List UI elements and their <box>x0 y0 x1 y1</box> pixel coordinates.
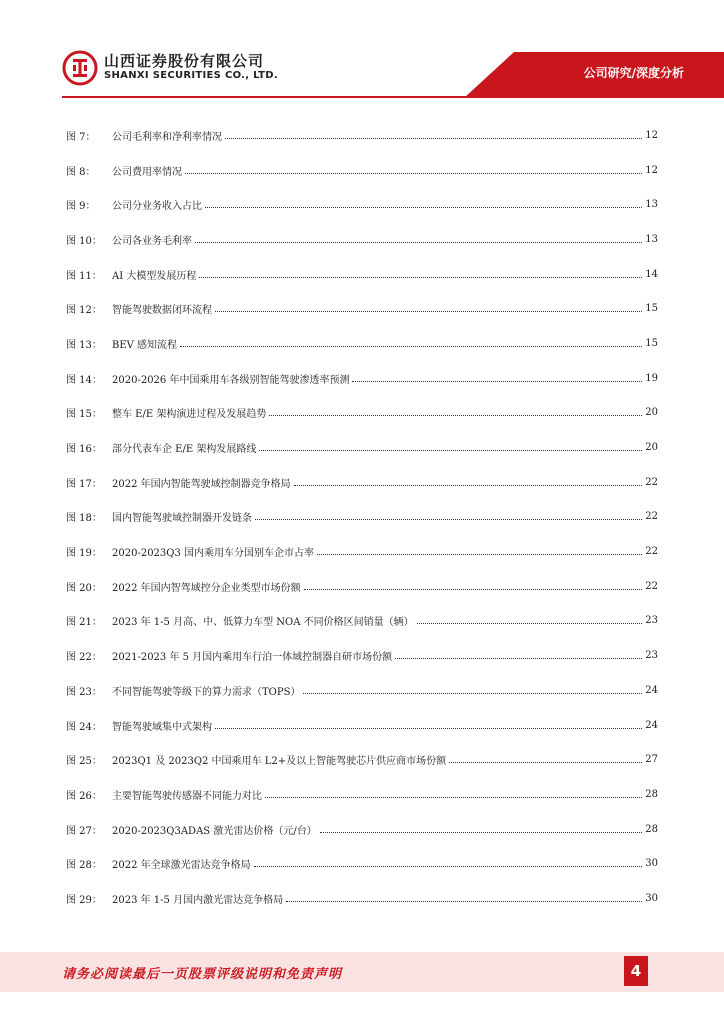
toc-figure-title: 智能驾驶域集中式架构 <box>112 721 212 733</box>
toc-dot-leader <box>255 519 642 520</box>
toc-dot-leader <box>254 866 643 867</box>
toc-dot-leader <box>449 762 642 763</box>
toc-dot-leader <box>320 832 643 833</box>
toc-figure-number: 图 21： <box>66 617 102 629</box>
toc-dot-leader <box>215 728 642 729</box>
toc-entry[interactable] <box>66 812 658 847</box>
toc-figure-title: 整车 E/E 架构演进过程及发展趋势 <box>112 409 267 421</box>
toc-figure-title: 2023Q1 及 2023Q2 中国乘用车 L2+及以上智能驾驶芯片供应商市场份额 <box>112 756 447 768</box>
toc-figure-number: 图 24： <box>66 721 102 733</box>
toc-figure-title: BEV 感知流程 <box>112 339 178 351</box>
company-name-cn: 山西证券股份有限公司 <box>104 52 265 70</box>
toc-page-number: 28 <box>645 788 658 800</box>
toc-entry[interactable] <box>66 534 658 569</box>
toc-entry[interactable] <box>66 708 658 743</box>
shanxi-securities-logo-icon <box>62 50 98 86</box>
toc-entry[interactable] <box>66 465 658 500</box>
toc-entry[interactable] <box>66 291 658 326</box>
toc-page-number: 23 <box>645 650 658 662</box>
toc-figure-number: 图 16： <box>66 444 102 456</box>
toc-page-number: 24 <box>645 684 658 696</box>
toc-figure-number: 图 29： <box>66 894 102 906</box>
toc-figure-number: 图 14： <box>66 374 102 386</box>
toc-dot-leader <box>269 415 642 416</box>
toc-page-number: 13 <box>645 233 658 245</box>
toc-entry[interactable] <box>66 187 658 222</box>
toc-figure-number: 图 26： <box>66 790 102 802</box>
toc-figure-title: 主要智能驾驶传感器不同能力对比 <box>112 790 262 802</box>
toc-entry[interactable] <box>66 569 658 604</box>
toc-page-number: 23 <box>645 615 658 627</box>
toc-page-number: 22 <box>645 546 658 558</box>
toc-page-number: 15 <box>645 303 658 315</box>
toc-figure-title: AI 大模型发展历程 <box>112 270 197 282</box>
toc-page-number: 12 <box>645 164 658 176</box>
toc-page-number: 20 <box>645 407 658 419</box>
toc-figure-number: 图 7： <box>66 131 96 143</box>
toc-page-number: 30 <box>645 892 658 904</box>
toc-figure-number: 图 8： <box>66 166 96 178</box>
toc-entry[interactable] <box>66 153 658 188</box>
toc-figure-number: 图 17： <box>66 478 102 490</box>
toc-figure-title: 智能驾驶数据闭环流程 <box>112 305 212 317</box>
toc-dot-leader <box>352 381 642 382</box>
toc-dot-leader <box>185 173 642 174</box>
toc-entry[interactable] <box>66 777 658 812</box>
section-label: 公司研究/深度分析 <box>583 66 684 80</box>
toc-entry[interactable] <box>66 326 658 361</box>
toc-figure-number: 图 19： <box>66 548 102 560</box>
toc-figure-number: 图 13： <box>66 339 102 351</box>
toc-figure-title: 2022 年国内智驾域控分企业类型市场份额 <box>112 582 301 594</box>
toc-entry[interactable] <box>66 604 658 639</box>
figure-table-of-contents <box>66 118 658 916</box>
toc-entry[interactable] <box>66 638 658 673</box>
toc-entry[interactable] <box>66 257 658 292</box>
toc-figure-title: 公司分业务收入占比 <box>112 201 202 213</box>
toc-figure-title: 国内智能驾驶域控制器开发链条 <box>112 513 252 525</box>
toc-entry[interactable] <box>66 118 658 153</box>
toc-entry[interactable] <box>66 673 658 708</box>
toc-figure-title: 公司费用率情况 <box>112 166 182 178</box>
toc-dot-leader <box>225 138 642 139</box>
toc-dot-leader <box>180 346 642 347</box>
toc-entry[interactable] <box>66 430 658 465</box>
toc-figure-number: 图 22： <box>66 652 102 664</box>
toc-figure-number: 图 11： <box>66 270 102 282</box>
toc-entry[interactable] <box>66 361 658 396</box>
toc-dot-leader <box>286 901 642 902</box>
toc-figure-title: 2021-2023 年 5 月国内乘用车行泊一体域控制器自研市场份额 <box>112 652 393 664</box>
toc-page-number: 12 <box>645 129 658 141</box>
toc-entry[interactable] <box>66 396 658 431</box>
toc-figure-title: 2022 年国内智能驾驶域控制器竞争格局 <box>112 478 291 490</box>
toc-figure-number: 图 10： <box>66 235 102 247</box>
toc-figure-title: 2020-2023Q3 国内乘用车分国别车企市占率 <box>112 548 315 560</box>
toc-entry[interactable] <box>66 500 658 535</box>
toc-dot-leader <box>304 589 643 590</box>
toc-entry[interactable] <box>66 742 658 777</box>
toc-figure-number: 图 25： <box>66 756 102 768</box>
toc-dot-leader <box>195 242 642 243</box>
toc-page-number: 20 <box>645 442 658 454</box>
toc-figure-title: 2023 年 1-5 月国内激光雷达竞争格局 <box>112 894 284 906</box>
toc-page-number: 14 <box>645 268 658 280</box>
toc-page-number: 22 <box>645 476 658 488</box>
toc-dot-leader <box>317 554 642 555</box>
toc-entry[interactable] <box>66 222 658 257</box>
toc-figure-number: 图 15： <box>66 409 102 421</box>
toc-dot-leader <box>395 658 642 659</box>
toc-figure-number: 图 9： <box>66 201 96 213</box>
toc-page-number: 19 <box>645 372 658 384</box>
toc-page-number: 22 <box>645 511 658 523</box>
toc-dot-leader <box>265 797 642 798</box>
toc-entry[interactable] <box>66 846 658 881</box>
toc-figure-number: 图 20： <box>66 582 102 594</box>
toc-page-number: 30 <box>645 858 658 870</box>
toc-figure-title: 部分代表车企 E/E 架构发展路线 <box>112 444 257 456</box>
toc-page-number: 13 <box>645 199 658 211</box>
page-number: 4 <box>624 956 648 986</box>
footer-disclaimer: 请务必阅读最后一页股票评级说明和免责声明 <box>62 967 343 982</box>
toc-figure-title: 2022 年全球激光雷达竞争格局 <box>112 860 251 872</box>
toc-page-number: 22 <box>645 580 658 592</box>
header-divider <box>62 96 724 98</box>
toc-figure-title: 公司毛利率和净利率情况 <box>112 131 222 143</box>
toc-entry[interactable] <box>66 881 658 916</box>
toc-dot-leader <box>199 277 642 278</box>
toc-figure-title: 公司各业务毛利率 <box>112 235 192 247</box>
company-name-en: SHANXI SECURITIES CO., LTD. <box>104 70 278 81</box>
toc-figure-number: 图 23： <box>66 686 102 698</box>
toc-figure-number: 图 18： <box>66 513 102 525</box>
toc-figure-title: 2020-2023Q3ADAS 激光雷达价格（元/台） <box>112 825 317 837</box>
toc-figure-title: 2020-2026 年中国乘用车各级别智能驾驶渗透率预测 <box>112 374 350 386</box>
toc-figure-number: 图 28： <box>66 860 102 872</box>
toc-figure-title: 不同智能驾驶等级下的算力需求（TOPS） <box>112 686 301 698</box>
toc-dot-leader <box>294 485 643 486</box>
toc-figure-title: 2023 年 1-5 月高、中、低算力车型 NOA 不同价格区间销量（辆） <box>112 617 414 629</box>
toc-dot-leader <box>303 693 642 694</box>
toc-dot-leader <box>417 623 643 624</box>
toc-dot-leader <box>215 311 642 312</box>
toc-page-number: 28 <box>645 823 658 835</box>
toc-dot-leader <box>259 450 642 451</box>
toc-figure-number: 图 27： <box>66 825 102 837</box>
toc-figure-number: 图 12： <box>66 305 102 317</box>
toc-page-number: 24 <box>645 719 658 731</box>
toc-page-number: 27 <box>645 754 658 766</box>
toc-dot-leader <box>205 207 642 208</box>
page-header <box>0 0 724 100</box>
toc-page-number: 15 <box>645 337 658 349</box>
